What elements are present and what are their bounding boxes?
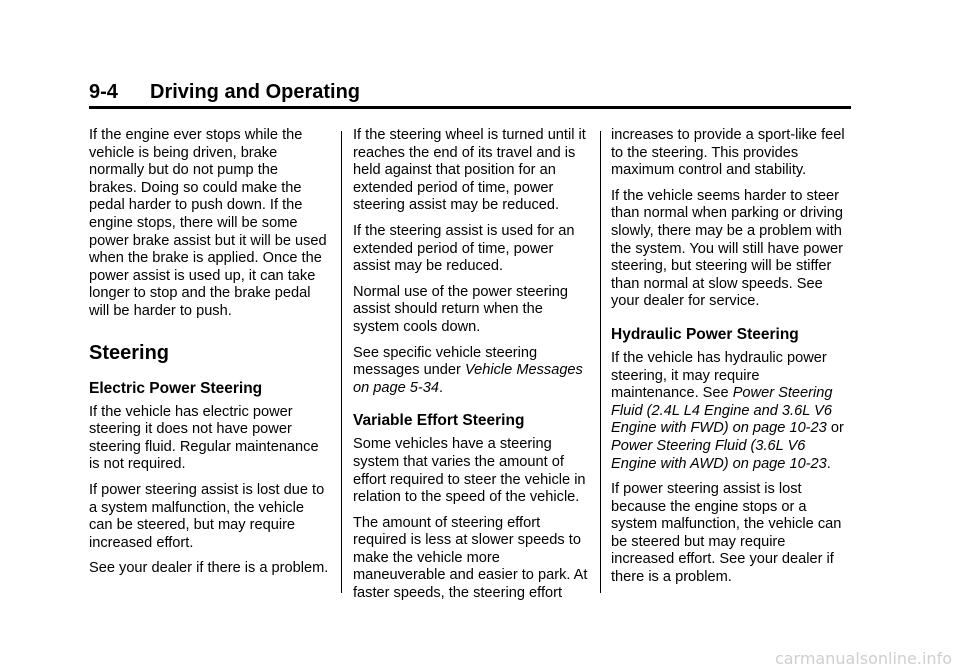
- electric-power-steering-heading: Electric Power Steering: [89, 379, 263, 397]
- vehicle-messages-text: See specific vehicle steering messages under: [353, 344, 538, 379]
- hydraulic-power-steering-heading: Hydraulic Power Steering: [611, 325, 799, 343]
- section-number: 9-4: [89, 81, 118, 103]
- harder-to-steer-paragraph: If the vehicle seems harder to steer than normal when parking or driving slowly, there may be a problem with the system. You will still have power steering, but steering will be stiffer than normal at slow speeds. See your dealer for service.: [611, 187, 844, 310]
- hps-or: or: [826, 420, 844, 437]
- engine-stop-paragraph: If the engine ever stops while the vehicle is being driven, brake normally but do not pump the brakes. Doing so could make the pedal harder to push down. If the engine stops, there will be some power brake assist but it will be used when the brake is applied. Once the power assist is used up, it can take longer to stop and the brake pedal will be harder to push.: [89, 127, 327, 319]
- fluid-fwd-link[interactable]: Power Steering Fluid (2.4L L4 Engine and 3.6L V6 Engine with FWD) on page 10-23: [611, 385, 833, 437]
- steering-heading: Steering: [89, 341, 170, 364]
- column-3: [611, 127, 851, 595]
- eps-paragraph-2: If power steering assist is lost due to a system malfunction, the vehicle can be steered, but may require increased effort.: [89, 481, 325, 551]
- column-2: [353, 127, 591, 611]
- vehicle-messages-end: .: [439, 379, 444, 396]
- steering-extended-use-paragraph: If the steering assist is used for an extended period of time, power assist may be reduced.: [353, 222, 575, 275]
- column-1: [89, 127, 329, 586]
- hps-paragraph-1: [611, 350, 851, 473]
- hps-end: .: [826, 455, 831, 472]
- ves-paragraph-2: The amount of steering effort required is less at slower speeds to make the vehicle more maneuverable and easier to park. At faster speeds, the steering effort: [353, 514, 588, 602]
- variable-effort-steering-heading: Variable Effort Steering: [353, 412, 525, 430]
- steering-cooldown-paragraph: Normal use of the power steering assist should return when the system cools down.: [353, 283, 568, 335]
- column-divider-1: [341, 131, 342, 593]
- eps-paragraph-3: See your dealer if there is a problem.: [89, 560, 329, 577]
- hps-text: If the vehicle has hydraulic power steering, it may require maintenance. See: [611, 349, 827, 402]
- hps-paragraph-2: If power steering assist is lost because the engine stops or a system malfunction, the vehicle can be steered but may require increased effort. See your dealer if there is a problem.: [611, 481, 842, 586]
- fluid-awd-link[interactable]: Power Steering Fluid (3.6L V6 Engine with AWD) on page 10-23: [611, 437, 827, 472]
- watermark: carmanualsonline.info: [774, 649, 952, 668]
- section-title: Driving and Operating: [150, 81, 361, 103]
- column-divider-2: [600, 131, 601, 593]
- sport-feel-paragraph: increases to provide a sport-like feel to the steering. This provides maximum control and stability.: [611, 127, 845, 179]
- steering-end-travel-paragraph: If the steering wheel is turned until it reaches the end of its travel and is held against that position for an extended period of time, power steering assist may be reduced.: [353, 127, 586, 214]
- ves-paragraph-1: Some vehicles have a steering system that varies the amount of effort required to steer the vehicle in relation to the speed of the vehicle.: [353, 436, 586, 506]
- vehicle-messages-paragraph: [353, 345, 591, 398]
- vehicle-messages-link[interactable]: Vehicle Messages on page 5-34: [353, 362, 583, 396]
- eps-paragraph-1: If the vehicle has electric power steering it does not have power steering fluid. Regular maintenance is not required.: [89, 403, 319, 473]
- page-header: [89, 80, 851, 109]
